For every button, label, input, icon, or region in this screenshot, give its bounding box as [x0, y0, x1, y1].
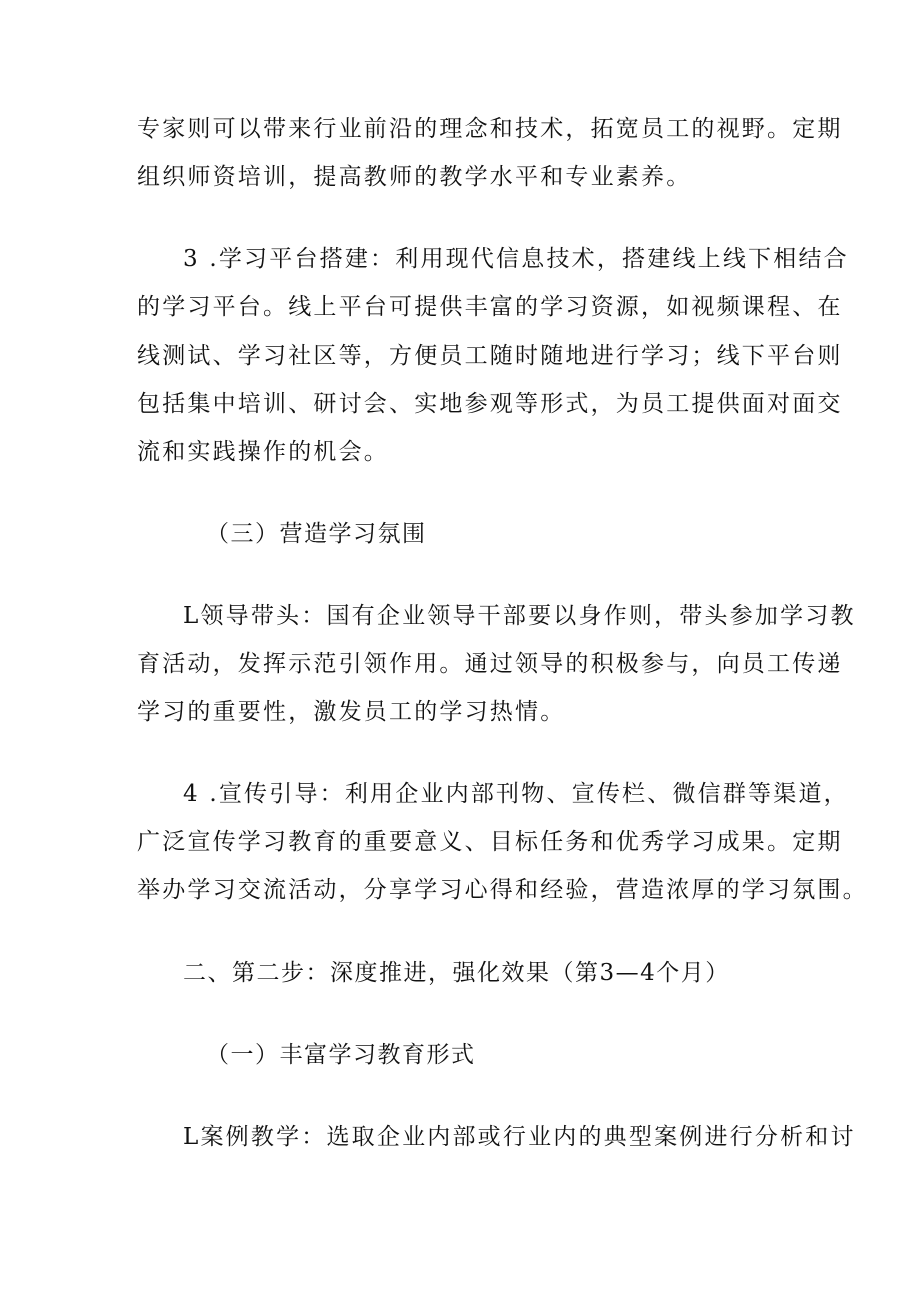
paragraph-line: L领导带头：国有企业领导干部要以身作则，带头参加学习教	[183, 603, 856, 629]
paragraph-line: 的学习平台。线上平台可提供丰富的学习资源，如视频课程、在	[137, 294, 843, 320]
paragraph-line: 流和实践操作的机会。	[137, 439, 389, 465]
section-heading: （三）营造学习氛围	[206, 521, 427, 547]
paragraph-line: 广泛宣传学习教育的重要意义、目标任务和优秀学习成果。定期	[137, 829, 843, 855]
paragraph-line: 专家则可以带来行业前沿的理念和技术，拓宽员工的视野。定期	[137, 116, 843, 142]
section-heading: 二、第二步：深度推进，强化效果（第3—4个月）	[183, 960, 730, 986]
paragraph-line: 育活动，发挥示范引领作用。通过领导的积极参与，向员工传递	[137, 651, 843, 677]
paragraph-line: 包括集中培训、研讨会、实地参观等形式，为员工提供面对面交	[137, 391, 843, 417]
paragraph-line: 线测试、学习社区等，方便员工随时随地进行学习；线下平台则	[137, 343, 843, 369]
paragraph-line: 3 .学习平台搭建：利用现代信息技术，搭建线上线下相结合	[183, 246, 849, 272]
section-heading: （一）丰富学习教育形式	[206, 1042, 476, 1068]
paragraph-line: 举办学习交流活动，分享学习心得和经验，营造浓厚的学习氛围。	[137, 877, 868, 903]
paragraph-line: L案例教学：选取企业内部或行业内的典型案例进行分析和讨	[183, 1124, 856, 1150]
paragraph-line: 学习的重要性，激发员工的学习热情。	[137, 699, 566, 725]
paragraph-line: 组织师资培训，提高教师的教学水平和专业素养。	[137, 164, 692, 190]
paragraph-line: 4 .宣传引导：利用企业内部刊物、宣传栏、微信群等渠道，	[183, 781, 849, 807]
